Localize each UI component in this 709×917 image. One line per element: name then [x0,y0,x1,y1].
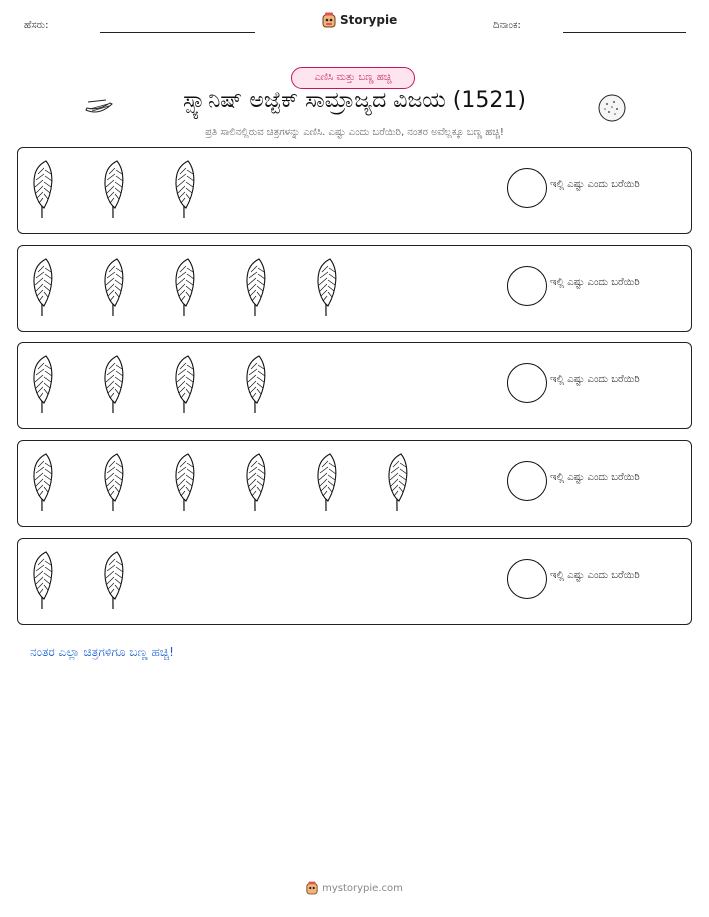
footer-note: ನಂತರ ಎಲ್ಲಾ ಚಿತ್ರಗಳಿಗೂ ಬಣ್ಣ ಹಚ್ಚಿ! [30,645,174,659]
answer-circle[interactable] [507,461,547,501]
feather-icon [30,451,54,513]
feather-icon [172,451,196,513]
feather-icon [30,549,54,611]
count-row-1 [17,147,692,234]
date-write-line[interactable] [563,32,686,33]
feather-icon [172,256,196,318]
feather-icon [101,353,125,415]
answer-label: ಇಲ್ಲಿ ಎಷ್ಟು ಎಂದು ಬರೆಯಿರಿ [550,277,640,288]
storypie-logo [322,12,397,28]
feather-icon [243,451,267,513]
feather-icon [101,158,125,220]
answer-label: ಇಲ್ಲಿ ಎಷ್ಟು ಎಂದು ಬರೆಯಿರಿ [550,179,640,190]
storypie-logo-icon [322,12,336,28]
round-shield-icon [597,93,627,123]
feather-icon [243,256,267,318]
feather-icon [172,158,196,220]
feather-icon [314,451,338,513]
answer-circle[interactable] [507,363,547,403]
brand-name: Storypie [340,13,398,27]
date-label: ದಿನಾಂಕ: [493,20,521,31]
feather-icon [101,549,125,611]
feather-icon [30,158,54,220]
answer-circle[interactable] [507,559,547,599]
count-row-4 [17,440,692,527]
feather-icon [30,353,54,415]
count-row-3 [17,342,692,429]
feather-icon [101,451,125,513]
activity-badge: ಎಣಿಸಿ ಮತ್ತು ಬಣ್ಣ ಹಚ್ಚಿ [291,67,415,89]
site-url: mystorypie.com [322,882,403,894]
feather-icon [243,353,267,415]
answer-label: ಇಲ್ಲಿ ಎಷ್ಟು ಎಂದು ಬರೆಯಿರಿ [550,374,640,385]
page-title: ಸ್ಪ್ಯಾನಿಷ್ ಅಜ್ಟೆಕ್ ಸಾಮ್ರಾಜ್ಯದ ವಿಜಯ (1521) [183,88,526,113]
name-write-line[interactable] [100,32,255,33]
name-label: ಹೆಸರು: [24,20,49,31]
answer-circle[interactable] [507,266,547,306]
feather-icon [314,256,338,318]
storypie-small-logo-icon [306,881,318,895]
answer-label: ಇಲ್ಲಿ ಎಷ್ಟು ಎಂದು ಬರೆಯಿರಿ [550,472,640,483]
feather-icon [385,451,409,513]
feather-icon [101,256,125,318]
site-footer [0,881,709,895]
count-row-2 [17,245,692,332]
answer-circle[interactable] [507,168,547,208]
feather-icon [172,353,196,415]
count-row-5 [17,538,692,625]
instructions: ಪ್ರತಿ ಸಾಲಿನಲ್ಲಿರುವ ಚಿತ್ರಗಳನ್ನು ಎಣಿಸಿ. ಎಷ್ಟು ಎಂದು ಬರೆಯಿರಿ, ನಂತರ ಅವೆಲ್ಲಕ್ಕೂ ಬಣ್ಣ ಹಚ್ಚಿ! [205,127,504,138]
feather-icon [30,256,54,318]
answer-label: ಇಲ್ಲಿ ಎಷ್ಟು ಎಂದು ಬರೆಯಿರಿ [550,570,640,581]
